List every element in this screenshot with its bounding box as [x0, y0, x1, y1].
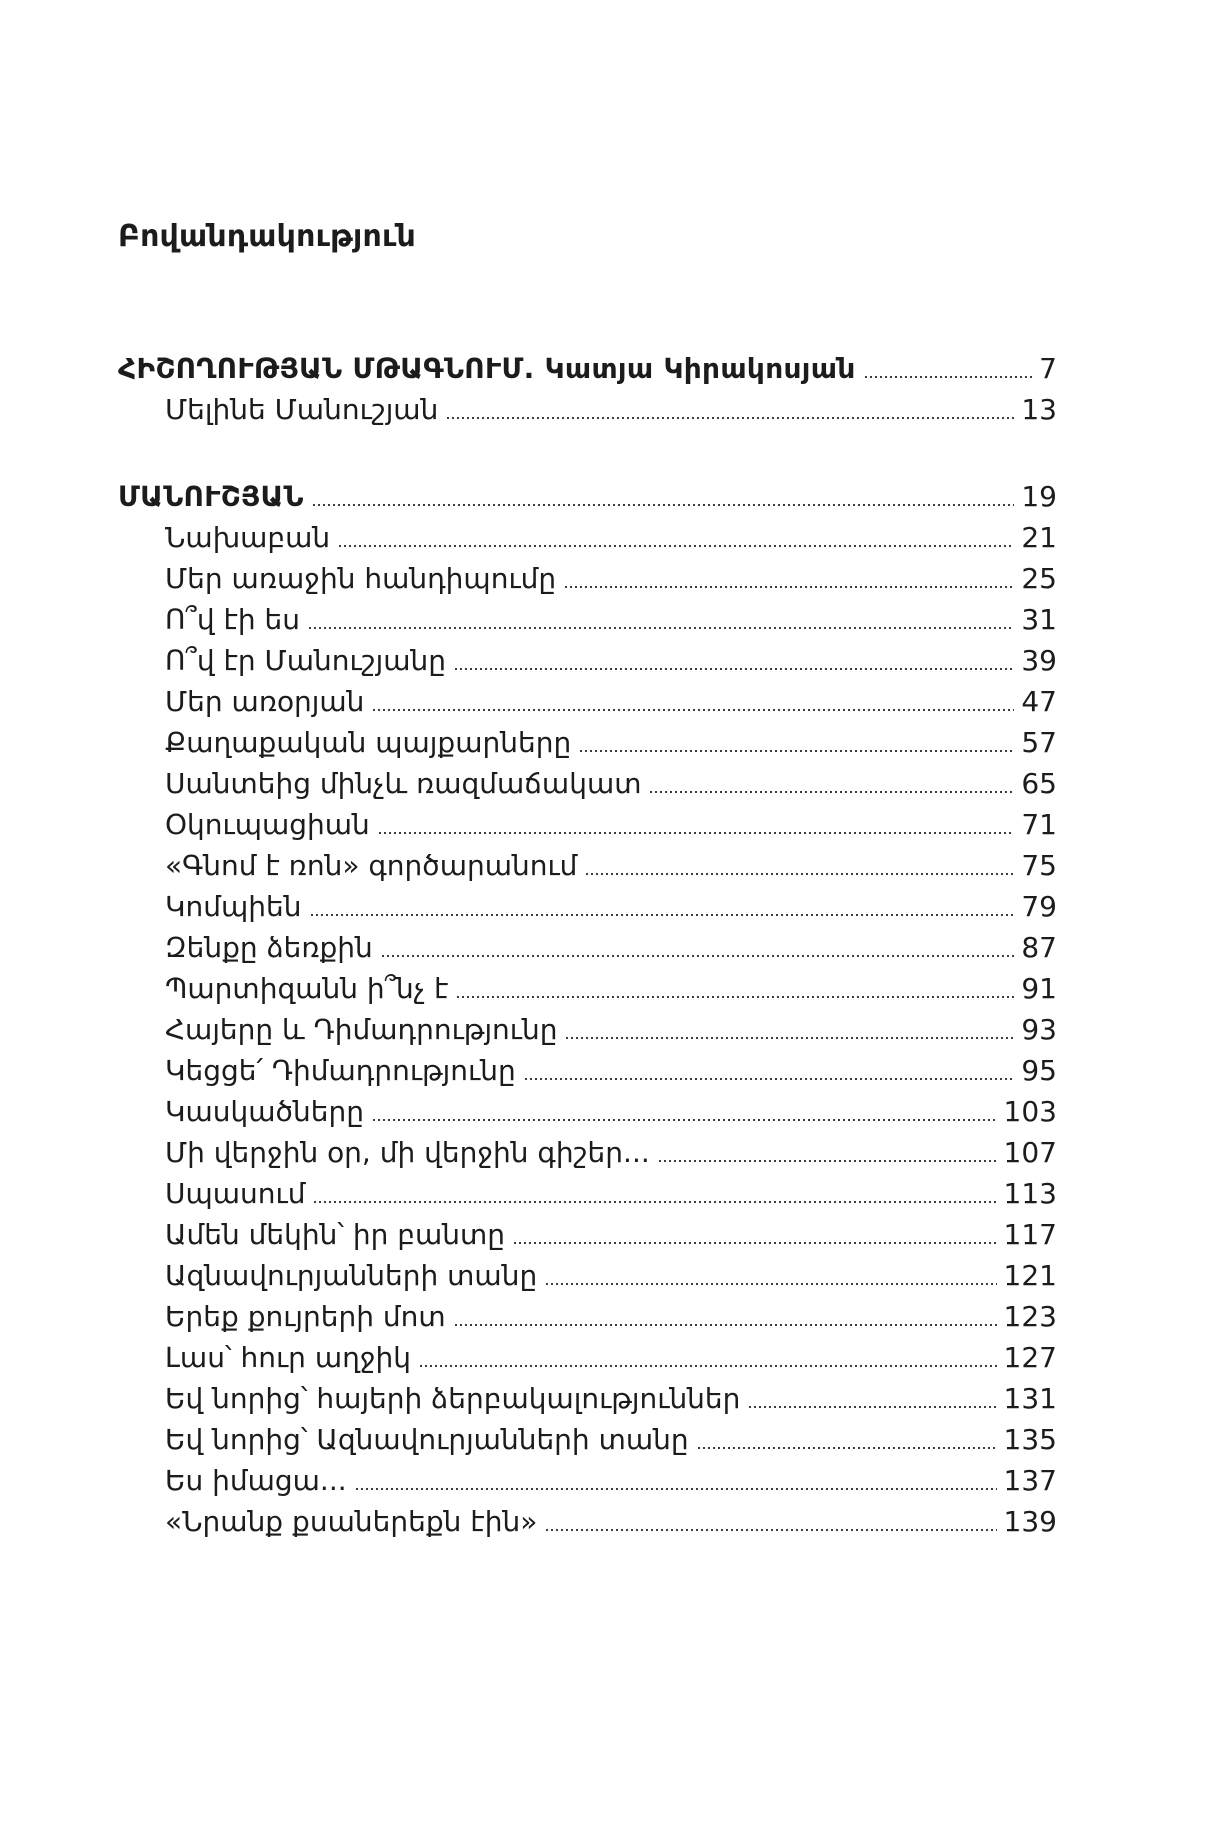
dotted-leader — [514, 1242, 997, 1244]
toc-entry — [118, 1416, 1057, 1457]
toc-entry-page-number: 91 — [1021, 972, 1057, 1005]
toc-entry-page-number: 13 — [1021, 393, 1057, 426]
toc-entry-page-number: 79 — [1021, 890, 1057, 923]
toc-entry-label: Մեր առօրյան — [165, 685, 365, 718]
toc-entry-label: Ո՞վ էի ես — [165, 603, 301, 636]
toc-entry — [118, 473, 1057, 514]
toc-entry-page-number: 57 — [1021, 726, 1057, 759]
dotted-leader — [447, 417, 1014, 419]
toc-entry — [118, 1088, 1057, 1129]
toc-entry-label: Երեք քույրերի մոտ — [165, 1300, 446, 1333]
toc-entry-label: ՀԻՇՈՂՈՒԹՅԱՆ ՄԹԱԳՆՈՒՄ. Կատյա Կիրակոսյան — [118, 352, 856, 385]
toc-entry-label: «Գնոմ է ռոն» գործարանում — [165, 849, 578, 882]
dotted-leader — [566, 1037, 1014, 1039]
toc-entry-label: Սանտեից մինչև ռազմաճակատ — [165, 767, 642, 800]
toc-entry-label: Զենքը ձեռքին — [165, 931, 373, 964]
toc-entry — [118, 1047, 1057, 1088]
toc-entry-label: ՄԱՆՈՒՇՅԱՆ — [118, 480, 304, 513]
toc-entry-label: Օկուպացիան — [165, 808, 370, 841]
toc-entry — [118, 1293, 1057, 1334]
toc-entry-page-number: 21 — [1021, 521, 1057, 554]
toc-entry — [118, 1170, 1057, 1211]
toc-entry-label: «Նրանք քսաներեքն էին» — [165, 1505, 538, 1538]
toc-entry-label: Ազնավուրյանների տանը — [165, 1259, 538, 1292]
toc-entry — [118, 678, 1057, 719]
toc-entry — [118, 883, 1057, 924]
toc-entry-page-number: 123 — [1003, 1300, 1057, 1333]
toc-entry-page-number: 75 — [1021, 849, 1057, 882]
dotted-leader — [546, 1529, 996, 1531]
toc-entry-label: Պարտիզանն ի՞նչ է — [165, 972, 449, 1005]
dotted-leader — [659, 1160, 997, 1162]
dotted-leader — [455, 668, 1014, 670]
toc-entry — [118, 555, 1057, 596]
toc-entry-page-number: 95 — [1021, 1054, 1057, 1087]
toc-entry — [118, 719, 1057, 760]
dotted-leader — [373, 1119, 997, 1121]
toc-entry — [118, 386, 1057, 427]
dotted-leader — [580, 750, 1014, 752]
toc-entry — [118, 1211, 1057, 1252]
dotted-leader — [339, 545, 1014, 547]
toc-entry — [118, 345, 1057, 386]
toc-entry — [118, 760, 1057, 801]
toc-entry — [118, 1457, 1057, 1498]
toc-entry — [118, 1129, 1057, 1170]
toc-entry-page-number: 7 — [1039, 352, 1057, 385]
toc-entry-label: Եվ նորից՝ Ազնավուրյանների տանը — [165, 1423, 689, 1456]
dotted-leader — [546, 1283, 996, 1285]
toc-entry-page-number: 107 — [1003, 1136, 1057, 1169]
toc-entry-page-number: 139 — [1003, 1505, 1057, 1538]
page-title: Բովանդակություն — [118, 219, 417, 254]
toc-entry-page-number: 135 — [1003, 1423, 1057, 1456]
toc-entry-page-number: 113 — [1003, 1177, 1057, 1210]
toc-entry — [118, 596, 1057, 637]
toc-entry-page-number: 137 — [1003, 1464, 1057, 1497]
dotted-leader — [698, 1447, 997, 1449]
toc-entry-page-number: 87 — [1021, 931, 1057, 964]
dotted-leader — [314, 1201, 996, 1203]
toc-entry-label: Քաղաքական պայքարները — [165, 726, 572, 759]
toc-entry-page-number: 131 — [1003, 1382, 1057, 1415]
toc-entry-label: Մեր առաջին հանդիպումը — [165, 562, 557, 595]
toc-entry — [118, 1006, 1057, 1047]
toc-entry-page-number: 47 — [1021, 685, 1057, 718]
dotted-leader — [309, 627, 1014, 629]
toc-entry — [118, 1252, 1057, 1293]
toc-entry — [118, 842, 1057, 883]
toc-entry-page-number: 39 — [1021, 644, 1057, 677]
toc-entry-label: Ես իմացա... — [165, 1464, 347, 1497]
toc-entry — [118, 637, 1057, 678]
toc-entry-page-number: 93 — [1021, 1013, 1057, 1046]
toc-entry-label: Մելինե Մանուշյան — [165, 393, 439, 426]
toc-entry-label: Կասկածները — [165, 1095, 364, 1128]
toc-entry-label: Կեցցե՛ Դիմադրությունը — [165, 1054, 516, 1087]
toc-entry — [118, 801, 1057, 842]
toc-entry — [118, 1375, 1057, 1416]
toc-entry-label: Մի վերջին օր, մի վերջին գիշեր... — [165, 1136, 650, 1169]
toc-entry-page-number: 25 — [1021, 562, 1057, 595]
dotted-leader — [865, 376, 1033, 378]
dotted-leader — [379, 832, 1015, 834]
dotted-leader — [749, 1406, 996, 1408]
toc-entry-label: Ո՞վ էր Մանուշյանը — [165, 644, 446, 677]
toc-entry-page-number: 19 — [1021, 480, 1057, 513]
toc-entry — [118, 965, 1057, 1006]
toc-entry-page-number: 65 — [1021, 767, 1057, 800]
toc-entry-label: Լաս՝ հուր աղջիկ — [165, 1341, 412, 1374]
dotted-leader — [457, 996, 1014, 998]
toc-entry-label: Նախաբան — [165, 521, 331, 554]
toc-entry — [118, 514, 1057, 555]
dotted-leader — [586, 873, 1014, 875]
toc-entry-label: Ամեն մեկին՝ իր բանտը — [165, 1218, 506, 1251]
toc-entry-label: Եվ նորից՝ հայերի ձերբակալություններ — [165, 1382, 741, 1415]
toc-entry-page-number: 103 — [1003, 1095, 1057, 1128]
dotted-leader — [650, 791, 1014, 793]
toc-entry — [118, 1334, 1057, 1375]
dotted-leader — [565, 586, 1014, 588]
toc-entry-label: Սպասում — [165, 1177, 306, 1210]
toc-entry — [118, 924, 1057, 965]
dotted-leader — [525, 1078, 1015, 1080]
toc-entry-page-number: 127 — [1003, 1341, 1057, 1374]
toc-entry-page-number: 121 — [1003, 1259, 1057, 1292]
dotted-leader — [356, 1488, 997, 1490]
dotted-leader — [420, 1365, 997, 1367]
toc-entry — [118, 1498, 1057, 1539]
toc-entry-label: Կոմպիեն — [165, 890, 302, 923]
dotted-leader — [455, 1324, 997, 1326]
toc-entry-page-number: 117 — [1003, 1218, 1057, 1251]
toc-list — [118, 345, 1057, 1539]
dotted-leader — [313, 504, 1015, 506]
dotted-leader — [311, 914, 1015, 916]
dotted-leader — [382, 955, 1015, 957]
dotted-leader — [373, 709, 1014, 711]
toc-entry-page-number: 71 — [1021, 808, 1057, 841]
toc-entry-label: Հայերը և Դիմադրությունը — [165, 1013, 558, 1046]
toc-entry-page-number: 31 — [1021, 603, 1057, 636]
